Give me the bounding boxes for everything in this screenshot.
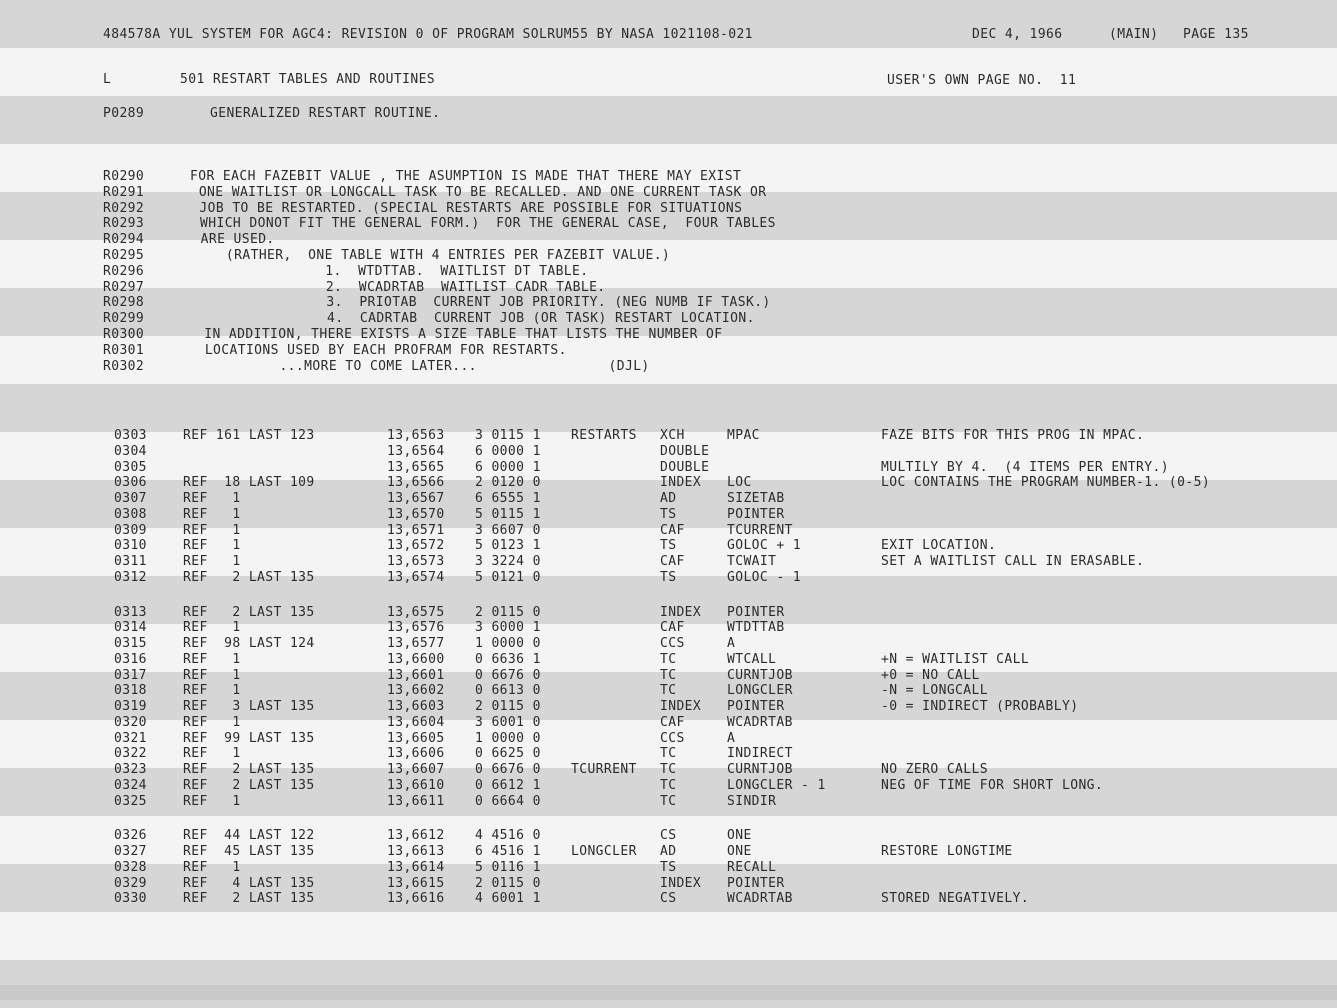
operand: MPAC xyxy=(727,428,760,443)
opcode: TC xyxy=(660,651,677,667)
opcode: TS xyxy=(660,538,677,554)
remark-line-id: R0296 xyxy=(103,263,145,279)
octal-word: 5 0116 1 xyxy=(475,859,541,875)
statement-label: LONGCLER xyxy=(571,844,637,859)
comment: +N = WAITLIST CALL xyxy=(881,651,1030,667)
octal-word: 0 6676 0 xyxy=(475,762,541,777)
address: 13,6606 xyxy=(387,746,445,762)
remark-line-id: R0298 xyxy=(103,295,145,311)
address: 13,6607 xyxy=(387,762,445,777)
line-number: 0312 xyxy=(114,569,147,585)
remark-line-id: R0295 xyxy=(103,248,145,263)
line-number: 0326 xyxy=(114,828,147,844)
octal-word: 6 6555 1 xyxy=(475,491,541,506)
remark-line-text: JOB TO BE RESTARTED. (SPECIAL RESTARTS ARE POSSIBLE FOR SITUATIONS xyxy=(191,200,743,216)
remark-line-id: R0290 xyxy=(103,169,145,184)
statement-label: RESTARTS xyxy=(571,428,637,443)
opcode: AD xyxy=(660,844,677,859)
address: 13,6615 xyxy=(387,875,445,891)
octal-word: 6 4516 1 xyxy=(475,844,541,859)
comment: -0 = INDIRECT (PROBABLY) xyxy=(881,699,1079,714)
comment: STORED NEGATIVELY. xyxy=(881,891,1030,907)
comment: RESTORE LONGTIME xyxy=(881,844,1013,859)
line-number: 0317 xyxy=(114,667,147,683)
octal-word: 3 6607 0 xyxy=(475,522,541,538)
log-section-marker: L xyxy=(103,72,112,87)
remark-line-text: ARE USED. xyxy=(192,232,275,248)
address: 13,6564 xyxy=(387,443,445,459)
ref-column: REF 98 LAST 124 xyxy=(183,636,315,651)
paper-band xyxy=(0,384,1337,432)
octal-word: 1 0000 0 xyxy=(475,636,541,651)
remark-line-id: R0301 xyxy=(103,342,145,358)
ref-column: REF 2 LAST 135 xyxy=(183,777,315,793)
address: 13,6610 xyxy=(387,777,445,793)
operand: WCADRTAB xyxy=(727,714,793,730)
line-number: 0319 xyxy=(114,699,147,714)
routine-title: GENERALIZED RESTART ROUTINE. xyxy=(210,106,441,121)
opcode: TS xyxy=(660,569,677,585)
operand: CURNTJOB xyxy=(727,667,793,683)
octal-word: 4 6001 1 xyxy=(475,891,541,907)
remark-line-text: 3. PRIOTAB CURRENT JOB PRIORITY. (NEG NUMB IF TASK.) xyxy=(194,295,771,311)
sheet-edge xyxy=(0,985,1337,1000)
operand: A xyxy=(727,730,736,746)
operand: WTDTTAB xyxy=(727,620,785,636)
operand: LONGCLER xyxy=(727,683,793,699)
operand: GOLOC - 1 xyxy=(727,569,802,585)
octal-word: 1 0000 0 xyxy=(475,730,541,746)
opcode: TS xyxy=(660,506,677,522)
remark-line-text: ONE WAITLIST OR LONGCALL TASK TO BE RECALLED. AND ONE CURRENT TASK OR xyxy=(190,184,767,200)
line-number: 0316 xyxy=(114,651,147,667)
user-page-number: USER'S OWN PAGE NO. 11 xyxy=(887,73,1077,88)
opcode: CAF xyxy=(660,554,685,569)
ref-column: REF 1 xyxy=(183,554,241,569)
address: 13,6574 xyxy=(387,569,445,585)
remark-line-id: R0299 xyxy=(103,311,145,327)
line-number: 0318 xyxy=(114,683,147,699)
ref-column: REF 1 xyxy=(183,651,241,667)
opcode: INDEX xyxy=(660,604,702,620)
ref-column: REF 1 xyxy=(183,506,241,522)
address: 13,6572 xyxy=(387,538,445,554)
opcode: AD xyxy=(660,491,677,506)
octal-word: 0 6664 0 xyxy=(475,793,541,809)
paper-band xyxy=(0,960,1337,1008)
remark-line-id: R0294 xyxy=(103,232,145,248)
octal-word: 2 0115 0 xyxy=(475,875,541,891)
opcode: DOUBLE xyxy=(660,459,710,475)
ref-column: REF 99 LAST 135 xyxy=(183,730,315,746)
ref-column: REF 44 LAST 122 xyxy=(183,828,315,844)
ref-column: REF 2 LAST 135 xyxy=(183,604,315,620)
opcode: TC xyxy=(660,683,677,699)
operand: POINTER xyxy=(727,699,785,714)
line-number: 0328 xyxy=(114,859,147,875)
remark-line-text: 1. WTDTTAB. WAITLIST DT TABLE. xyxy=(193,263,589,279)
line-number: 0313 xyxy=(114,604,147,620)
comment: +0 = NO CALL xyxy=(881,667,980,683)
octal-word: 5 0121 0 xyxy=(475,569,541,585)
address: 13,6563 xyxy=(387,428,445,443)
ref-column: REF 1 xyxy=(183,667,241,683)
octal-word: 5 0115 1 xyxy=(475,506,541,522)
operand: SINDIR xyxy=(727,793,777,809)
line-number: 0320 xyxy=(114,714,147,730)
log-section-title: 501 RESTART TABLES AND ROUTINES xyxy=(180,72,436,87)
ref-column: REF 1 xyxy=(183,491,241,506)
opcode: XCH xyxy=(660,428,685,443)
opcode: CAF xyxy=(660,522,685,538)
opcode: DOUBLE xyxy=(660,443,710,459)
line-number: 0304 xyxy=(114,443,147,459)
remark-line-id: R0302 xyxy=(103,358,145,374)
address: 13,6611 xyxy=(387,793,445,809)
line-number: 0310 xyxy=(114,538,147,554)
operand: INDIRECT xyxy=(727,746,793,762)
line-number: 0324 xyxy=(114,777,147,793)
line-number: 0321 xyxy=(114,730,147,746)
opcode: TS xyxy=(660,859,677,875)
address: 13,6601 xyxy=(387,667,445,683)
octal-word: 0 6625 0 xyxy=(475,746,541,762)
opcode: CAF xyxy=(660,714,685,730)
ref-column: REF 1 xyxy=(183,793,241,809)
octal-word: 5 0123 1 xyxy=(475,538,541,554)
ref-column: REF 1 xyxy=(183,538,241,554)
opcode: INDEX xyxy=(660,875,702,891)
address: 13,6616 xyxy=(387,891,445,907)
line-number: 0322 xyxy=(114,746,147,762)
opcode: TC xyxy=(660,777,677,793)
opcode: CS xyxy=(660,828,677,844)
ref-column: REF 3 LAST 135 xyxy=(183,699,315,714)
address: 13,6571 xyxy=(387,522,445,538)
operand: LONGCLER - 1 xyxy=(727,777,826,793)
octal-word: 6 0000 1 xyxy=(475,459,541,475)
octal-word: 0 6613 0 xyxy=(475,683,541,699)
ref-column: REF 2 LAST 135 xyxy=(183,762,315,777)
line-number: 0309 xyxy=(114,522,147,538)
address: 13,6604 xyxy=(387,714,445,730)
ref-column: REF 1 xyxy=(183,714,241,730)
line-number: 0329 xyxy=(114,875,147,891)
address: 13,6613 xyxy=(387,844,445,859)
address: 13,6603 xyxy=(387,699,445,714)
address: 13,6565 xyxy=(387,459,445,475)
remark-line-text: ...MORE TO COME LATER... (DJL) xyxy=(197,358,650,374)
line-number: 0308 xyxy=(114,506,147,522)
comment: LOC CONTAINS THE PROGRAM NUMBER-1. (0-5) xyxy=(881,475,1211,491)
address: 13,6567 xyxy=(387,491,445,506)
operand: CURNTJOB xyxy=(727,762,793,777)
opcode: TC xyxy=(660,667,677,683)
header-section: (MAIN) xyxy=(1109,27,1159,42)
comment: EXIT LOCATION. xyxy=(881,538,997,554)
opcode: TC xyxy=(660,762,677,777)
line-number: 0303 xyxy=(114,428,147,443)
comment: SET A WAITLIST CALL IN ERASABLE. xyxy=(881,554,1145,569)
octal-word: 3 6000 1 xyxy=(475,620,541,636)
line-number: 0315 xyxy=(114,636,147,651)
header-date: DEC 4, 1966 xyxy=(972,27,1063,42)
operand: WCADRTAB xyxy=(727,891,793,907)
opcode: INDEX xyxy=(660,475,702,491)
address: 13,6577 xyxy=(387,636,445,651)
line-number: 0311 xyxy=(114,554,147,569)
octal-word: 4 4516 0 xyxy=(475,828,541,844)
operand: WTCALL xyxy=(727,651,777,667)
address: 13,6573 xyxy=(387,554,445,569)
operand: RECALL xyxy=(727,859,777,875)
comment: -N = LONGCALL xyxy=(881,683,988,699)
operand: GOLOC + 1 xyxy=(727,538,802,554)
address: 13,6566 xyxy=(387,475,445,491)
operand: A xyxy=(727,636,736,651)
line-number: 0325 xyxy=(114,793,147,809)
line-number: 0323 xyxy=(114,762,147,777)
comment: NO ZERO CALLS xyxy=(881,762,988,777)
address: 13,6570 xyxy=(387,506,445,522)
ref-column: REF 1 xyxy=(183,746,241,762)
operand: LOC xyxy=(727,475,752,491)
ref-column: REF 18 LAST 109 xyxy=(183,475,315,491)
ref-column: REF 161 LAST 123 xyxy=(183,428,315,443)
octal-word: 0 6612 1 xyxy=(475,777,541,793)
opcode: INDEX xyxy=(660,699,702,714)
remark-line-id: R0300 xyxy=(103,327,145,342)
line-number: 0327 xyxy=(114,844,147,859)
operand: TCWAIT xyxy=(727,554,777,569)
address: 13,6602 xyxy=(387,683,445,699)
routine-id: P0289 xyxy=(103,106,145,121)
ref-column: REF 1 xyxy=(183,859,241,875)
operand: POINTER xyxy=(727,875,785,891)
octal-word: 0 6636 1 xyxy=(475,651,541,667)
comment: MULTILY BY 4. (4 ITEMS PER ENTRY.) xyxy=(881,459,1169,475)
ref-column: REF 1 xyxy=(183,522,241,538)
remark-line-text: FOR EACH FAZEBIT VALUE , THE ASUMPTION IS MADE THAT THERE MAY EXIST xyxy=(190,169,742,184)
ref-column: REF 4 LAST 135 xyxy=(183,875,315,891)
address: 13,6575 xyxy=(387,604,445,620)
octal-word: 3 3224 0 xyxy=(475,554,541,569)
octal-word: 3 6001 0 xyxy=(475,714,541,730)
remark-line-text: WHICH DONOT FIT THE GENERAL FORM.) FOR THE GENERAL CASE, FOUR TABLES xyxy=(191,216,776,232)
remark-line-text: IN ADDITION, THERE EXISTS A SIZE TABLE THAT LISTS THE NUMBER OF xyxy=(196,327,723,342)
header-page-number: PAGE 135 xyxy=(1183,27,1249,42)
comment: NEG OF TIME FOR SHORT LONG. xyxy=(881,777,1104,793)
line-number: 0306 xyxy=(114,475,147,491)
paper-band xyxy=(0,96,1337,144)
remark-line-id: R0292 xyxy=(103,200,145,216)
operand: ONE xyxy=(727,828,752,844)
remark-line-id: R0293 xyxy=(103,216,145,232)
remark-line-text: 4. CADRTAB CURRENT JOB (OR TASK) RESTART LOCATION. xyxy=(195,311,755,327)
operand: SIZETAB xyxy=(727,491,785,506)
remark-line-id: R0297 xyxy=(103,279,145,295)
remark-line-text: (RATHER, ONE TABLE WITH 4 ENTRIES PER FAZEBIT VALUE.) xyxy=(193,248,671,263)
operand: POINTER xyxy=(727,506,785,522)
ref-column: REF 45 LAST 135 xyxy=(183,844,315,859)
opcode: CAF xyxy=(660,620,685,636)
line-number: 0314 xyxy=(114,620,147,636)
octal-word: 0 6676 0 xyxy=(475,667,541,683)
ref-column: REF 2 LAST 135 xyxy=(183,569,315,585)
operand: POINTER xyxy=(727,604,785,620)
remark-line-id: R0291 xyxy=(103,184,145,200)
operand: ONE xyxy=(727,844,752,859)
address: 13,6612 xyxy=(387,828,445,844)
statement-label: TCURRENT xyxy=(571,762,637,777)
octal-word: 2 0115 0 xyxy=(475,699,541,714)
octal-word: 3 0115 1 xyxy=(475,428,541,443)
address: 13,6600 xyxy=(387,651,445,667)
remark-line-text: 2. WCADRTAB WAITLIST CADR TABLE. xyxy=(194,279,606,295)
line-number: 0330 xyxy=(114,891,147,907)
ref-column: REF 1 xyxy=(183,683,241,699)
opcode: TC xyxy=(660,793,677,809)
opcode: CS xyxy=(660,891,677,907)
ref-column: REF 2 LAST 135 xyxy=(183,891,315,907)
opcode: TC xyxy=(660,746,677,762)
octal-word: 2 0115 0 xyxy=(475,604,541,620)
operand: TCURRENT xyxy=(727,522,793,538)
address: 13,6614 xyxy=(387,859,445,875)
opcode: CCS xyxy=(660,730,685,746)
address: 13,6605 xyxy=(387,730,445,746)
octal-word: 6 0000 1 xyxy=(475,443,541,459)
line-number: 0305 xyxy=(114,459,147,475)
comment: FAZE BITS FOR THIS PROG IN MPAC. xyxy=(881,428,1145,443)
header-title: 484578A YUL SYSTEM FOR AGC4: REVISION 0 OF PROGRAM SOLRUM55 BY NASA 1021108-021 xyxy=(103,27,753,42)
octal-word: 2 0120 0 xyxy=(475,475,541,491)
opcode: CCS xyxy=(660,636,685,651)
address: 13,6576 xyxy=(387,620,445,636)
remark-line-text: LOCATIONS USED BY EACH PROFRAM FOR RESTARTS. xyxy=(196,342,567,358)
line-number: 0307 xyxy=(114,491,147,506)
ref-column: REF 1 xyxy=(183,620,241,636)
